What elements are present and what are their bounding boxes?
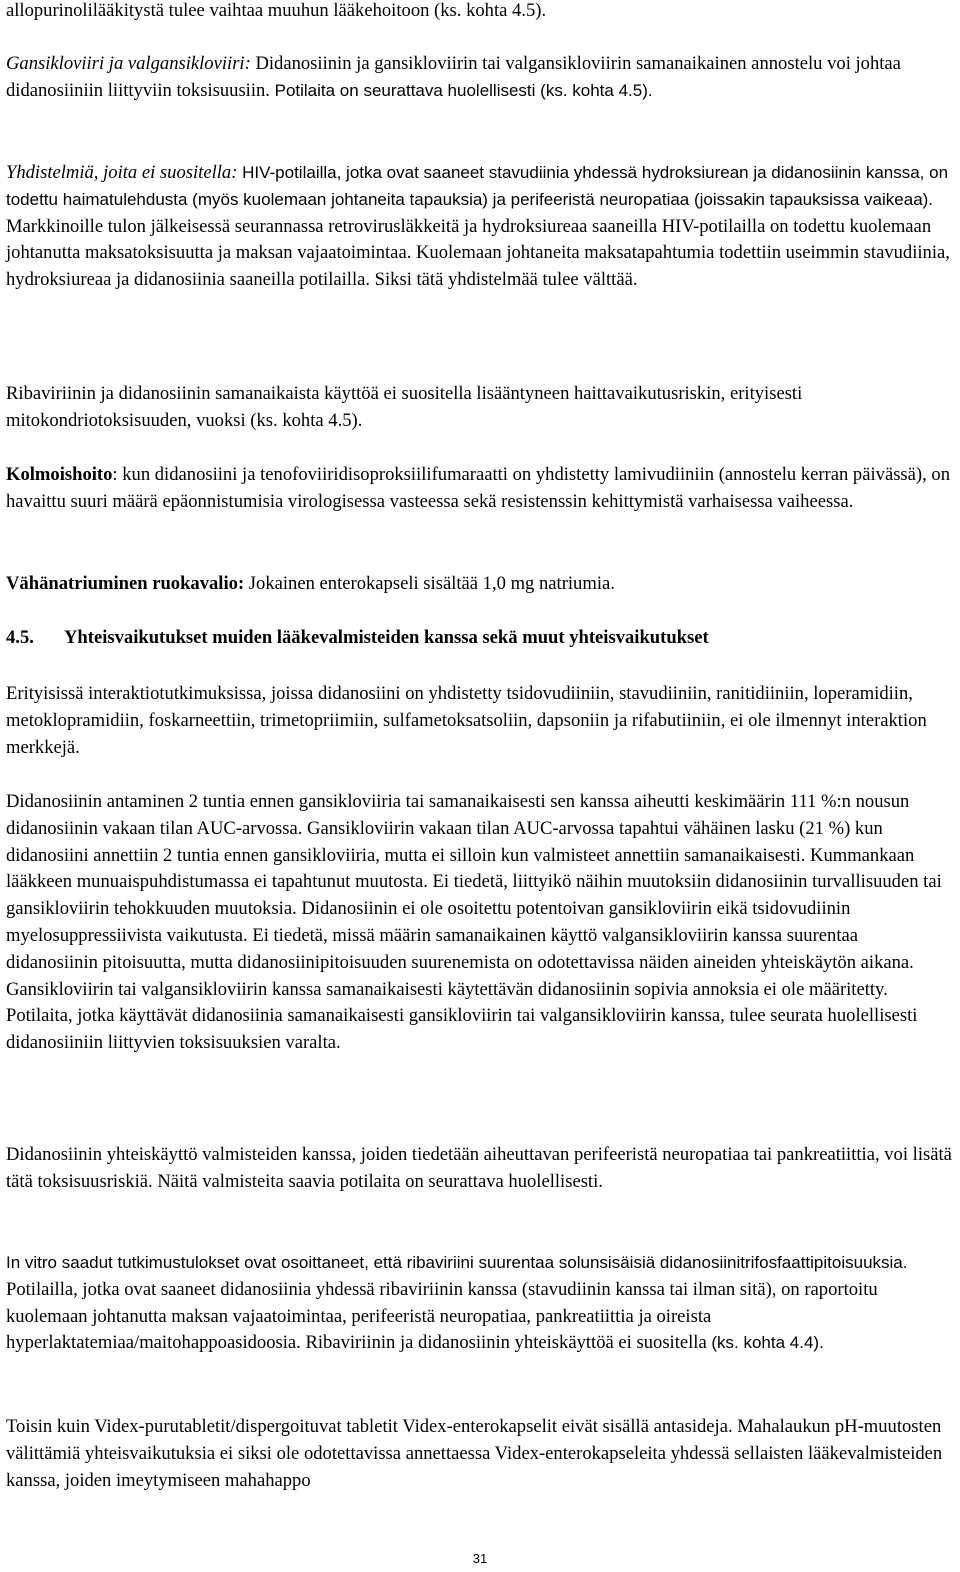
section-title: Yhteisvaikutukset muiden lääkevalmisteiden kanssa sekä muut yhteisvaikutukset xyxy=(64,627,709,648)
paragraph-text: Didanosiinin ja gansikloviirin tai valgansikloviirin samanaikainen annostelu voi johtaa didanosiiniin liittyviin toksisuusiin. xyxy=(6,53,901,101)
paragraph-text: Potilailla, jotka ovat saaneet didanosiinia yhdessä ribaviriinin kanssa (stavudiinin kanssa tai ilman sitä), on raportoitu kuolemaan johtanutta maksan vajaatoimintaa, perifeeristä neuropatiaa, pankreatiittia ja oireista hyperlaktatemiaa/maitohappoasidoosia. Ribaviriinin ja didanosiinin yhteiskäyttöä ei suositella xyxy=(6,1278,878,1354)
paragraph-text-sans: In vitro saadut tutkimustulokset ovat osoittaneet, että ribaviriini suurentaa solunsisäisiä didanosiinitrifosfaattipitoisuuksia. xyxy=(6,1253,908,1272)
paragraph-in-vitro xyxy=(6,1250,954,1357)
paragraph-antacids: Toisin kuin Videx-purutabletit/dispergoituvat tabletit Videx-enterokapselit eivät sisällä antasideja. Mahalaukun pH-muutosten välittämiä yhteisvaikutuksia ei siksi ole odotettavissa annettaessa Videx-enterokapseleita yhdessä sellaisten lääkevalmisteiden kanssa, joiden imeytymiseen mahahappo xyxy=(6,1416,943,1491)
paragraph-not-recommended-combinations xyxy=(6,160,954,294)
paragraph-triple-therapy xyxy=(6,462,954,516)
paragraph-neuropathy-risk: Didanosiinin yhteiskäyttö valmisteiden kanssa, joiden tiedetään aiheuttavan perifeeristä neuropatiaa tai pankreatiittia, voi lisätä tätä toksisuusriskiä. Näitä valmisteita saavia potilaita on seurattava huolellisesti. xyxy=(6,1144,952,1192)
paragraph-text-sans: HIV-potilailla, jotka ovat saaneet stavudiinia yhdessä hydroksiurean ja didanosiinin kanssa, on todettu haimatulehdusta (myös kuolemaan johtaneita tapauksia) ja perifeeristä neuropatiaa (joissakin tapauksissa vaikeaa). xyxy=(6,163,949,209)
paragraph-lead: Gansikloviiri ja valgansikloviiri: xyxy=(6,53,251,74)
paragraph-lead: Vähänatriuminen ruokavalio: xyxy=(6,573,245,594)
paragraph-text: Jokainen enterokapseli sisältää 1,0 mg natriumia. xyxy=(244,573,615,594)
paragraph-allopurinol: allopurinolilääkitystä tulee vaihtaa muuhun lääkehoitoon (ks. kohta 4.5). xyxy=(6,0,547,21)
section-number: 4.5. xyxy=(6,627,34,648)
paragraph-ganciclovir-auc: Didanosiinin antaminen 2 tuntia ennen gansikloviiria tai samanaikaisesti sen kanssa aiheutti keskimäärin 111 %:n nousun didanosiinin vakaan tilan AUC-arvossa. Gansikloviirin vakaan tilan AUC-arvossa tapahtui vähäinen lasku (21 %) kun didanosiini annettiin 2 tuntia ennen gansikloviiria, mutta ei silloin kun valmisteet annettiin samanaikaisesti. Kummankaan lääkkeen munuaispuhdistumassa ei tapahtunut muutosta. Ei tiedetä, liittyikö näihin muutoksiin didanosiinin turvallisuuden tai gansikloviirin tehokkuuden muutoksia. Didanosiinin ei ole osoitettu potentoivan gansikloviirin eikä tsidovudiinin myelosuppressiivista vaikutusta. Ei tiedetä, missä määrin samanaikainen käyttö valgansikloviirin kanssa suurentaa didanosiinin pitoisuutta, mutta didanosiinipitoisuuden suurenemista on odotettavissa näiden aineiden yhteiskäytön aikana. Gansikloviirin tai valgansikloviirin kanssa samanaikaisesti käytettävän didanosiinin sopivia annoksia ei ole määritetty. Potilaita, jotka käyttävät didanosiinia samanaikaisesti gansikloviirin tai valgansikloviirin kanssa, tulee seurata huolellisesti didanosiiniin liittyvien toksisuuksien varalta. xyxy=(6,791,942,1054)
paragraph-text: : kun didanosiini ja tenofoviiridisoproksiilifumaraatti on yhdistetty lamivudiiniin (annostelu kerran päivässä), on havaittu suuri määrä epäonnistumisia virologisessa vasteessa sekä resistenssin kehittymistä varhaisessa vaiheessa. xyxy=(6,464,951,512)
paragraph-low-sodium xyxy=(6,571,954,598)
page-number: 31 xyxy=(472,1551,488,1566)
paragraph-text-sans-end: (ks. kohta 4.4). xyxy=(711,1333,824,1353)
paragraph-text-sans: Potilaita on seurattava huolellisesti (ks. kohta 4.5). xyxy=(274,80,653,100)
paragraph-text: Markkinoille tulon jälkeisessä seurannassa retrovirusläkkeitä ja hydroksiureaa saaneilla HIV-potilailla on todettu kuolemaan johtanutta maksatoksisuutta ja maksan vajaatoimintaa. Kuolemaan johtaneita maksatapahtumia todettiin useimmin stavudiinia, hydroksiureaa ja didanosiinia saaneilla potilailla. Siksi tätä yhdistelmää tulee välttää. xyxy=(6,215,950,291)
paragraph-ganciclovir xyxy=(6,51,954,105)
paragraph-lead: Yhdistelmiä, joita ei suositella: xyxy=(6,162,238,183)
paragraph-interaction-studies: Erityisissä interaktiotutkimuksissa, joissa didanosiini on yhdistetty tsidovudiiniin, stavudiiniin, ranitidiiniin, loperamidiin, metoklopramidiin, foskarneettiin, trimetopriimiin, sulfametoksatsoliin, dapsoniin ja rifabutiiniin, ei ole ilmennyt interaktion merkkejä. xyxy=(6,683,927,758)
paragraph-ribavirin: Ribaviriinin ja didanosiinin samanaikaista käyttöä ei suositella lisääntyneen haittavaikutusriskin, erityisesti mitokondriotoksisuuden, vuoksi (ks. kohta 4.5). xyxy=(6,383,803,431)
paragraph-lead: Kolmoishoito xyxy=(6,464,113,485)
section-heading xyxy=(6,625,954,652)
